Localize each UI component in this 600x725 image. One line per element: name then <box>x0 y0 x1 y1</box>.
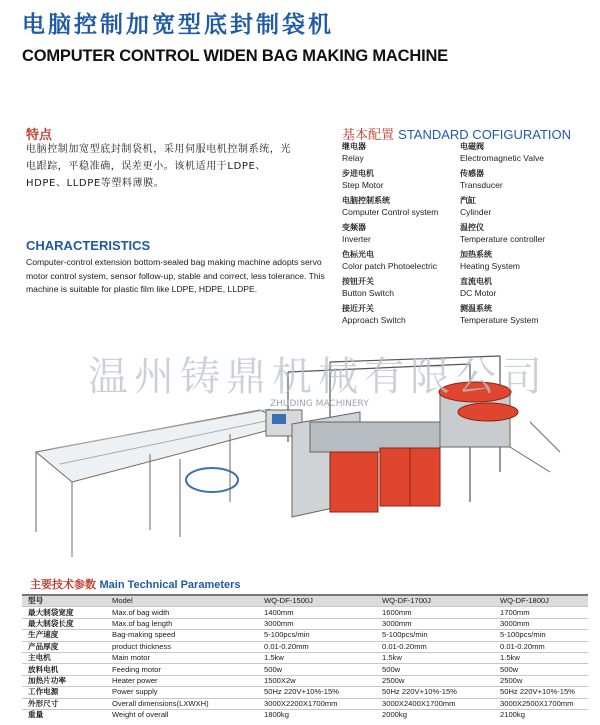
config-item-cn: 测温系统 <box>460 304 492 313</box>
table-cell: Max.of bag length <box>106 618 258 629</box>
table-row <box>22 641 588 652</box>
config-item-temp-controller <box>460 223 592 244</box>
page-title-cn: 电脑控制加宽型底封制袋机 <box>22 12 334 38</box>
config-item-relay <box>342 142 460 163</box>
table-cell: Max.of bag width <box>106 607 258 618</box>
features-text: 电脑控制加宽型底封制袋机，采用伺服电机控制系统，光电跟踪，平稳准确，误差更小。该机适用于LDPE、HDPE、LLDPE等塑料薄膜。 <box>26 144 291 189</box>
config-item-valve <box>460 142 592 163</box>
table-cell: 3000mm <box>258 618 376 629</box>
table-cell: 3000mm <box>376 618 494 629</box>
company-watermark: 温州铸鼎机械有限公司 <box>88 354 548 400</box>
config-item-cn: 汽缸 <box>460 196 476 205</box>
config-item-heating <box>460 250 592 271</box>
table-cell: 1400mm <box>258 607 376 618</box>
table-row <box>22 675 588 686</box>
conveyor-table <box>36 409 292 557</box>
table-cell: 2100kg <box>494 709 588 720</box>
table-cell: 1800kg <box>258 709 376 720</box>
table-cell: 放料电机 <box>22 664 106 675</box>
table-cell: 1.5kw <box>258 652 376 663</box>
table-row <box>22 652 588 663</box>
header-cell: WQ-DF-1500J <box>258 595 376 607</box>
table-cell: 2000kg <box>376 709 494 720</box>
table-cell: 外形尺寸 <box>22 698 106 709</box>
config-item-cn: 色标光电 <box>342 250 374 259</box>
config-item-cn: 加热系统 <box>460 250 492 259</box>
header-cell: Model <box>106 595 258 607</box>
config-item-cn: 接近开关 <box>342 304 374 313</box>
table-cell: 1700mm <box>494 607 588 618</box>
table-cell: 5-100pcs/min <box>376 630 494 641</box>
config-item-en: Computer Control system <box>342 206 439 217</box>
table-cell: 1.5kw <box>494 652 588 663</box>
table-cell: product thickness <box>106 641 258 652</box>
header-cell: WQ-DF-1800J <box>494 595 588 607</box>
table-cell: 3000X2400X1700mm <box>376 698 494 709</box>
config-item-approach-switch <box>342 304 460 325</box>
table-cell: 1500X2w <box>258 675 376 686</box>
page-title-en: COMPUTER CONTROL WIDEN BAG MAKING MACHINE <box>22 47 448 65</box>
config-item-en: Transducer <box>460 179 503 190</box>
table-row <box>22 698 588 709</box>
table-cell: 2500w <box>494 675 588 686</box>
table-cell: Power supply <box>106 687 258 698</box>
red-cabinet-left <box>330 452 378 512</box>
config-item-step-motor <box>342 169 460 190</box>
table-cell: 3000mm <box>494 618 588 629</box>
characteristics-text: Computer-control extension bottom-sealed bag making machine adopts servo motor control system, sensor follow-up, stable and correct, less tolerance. This machine is suitable for plastic film like LDPE, HDPE, LLDPE. <box>26 257 325 294</box>
config-item-temp-system <box>460 304 592 325</box>
table-cell: 重量 <box>22 709 106 720</box>
configuration-heading-en: STANDARD COFIGURATION <box>398 127 572 142</box>
table-cell: 0.01-0.20mm <box>494 641 588 652</box>
table-cell: 1600mm <box>376 607 494 618</box>
config-item-en: Color patch Photoelectric <box>342 260 437 271</box>
table-cell: 50Hz 220V+10%-15% <box>258 687 376 698</box>
config-item-cn: 继电器 <box>342 142 366 151</box>
table-cell: 1.5kw <box>376 652 494 663</box>
config-item-en: Step Motor <box>342 179 384 190</box>
characteristics-heading: CHARACTERISTICS <box>26 238 151 253</box>
table-cell: 0.01-0.20mm <box>258 641 376 652</box>
config-item-en: Temperature controller <box>460 233 546 244</box>
table-row <box>22 687 588 698</box>
config-item-cn: 变频器 <box>342 223 366 232</box>
table-cell: 3000X2500X1700mm <box>494 698 588 709</box>
config-item-photoelectric <box>342 250 460 271</box>
table-cell: 最大制袋长度 <box>22 618 106 629</box>
screen-icon <box>272 414 286 424</box>
config-item-cn: 电脑控制系统 <box>342 196 390 205</box>
config-item-cn: 步进电机 <box>342 169 374 178</box>
config-item-cn: 按钮开关 <box>342 277 374 286</box>
table-cell: 加热片功率 <box>22 675 106 686</box>
table-cell: Main motor <box>106 652 258 663</box>
config-item-inverter <box>342 223 460 244</box>
config-item-cn: 传感器 <box>460 169 484 178</box>
table-row <box>22 709 588 720</box>
config-item-en: Temperature System <box>460 314 539 325</box>
params-heading <box>30 576 241 592</box>
config-item-transducer <box>460 169 592 190</box>
table-cell: 3000X2200X1700mm <box>258 698 376 709</box>
table-header-row <box>22 595 588 607</box>
configuration-heading <box>342 124 571 143</box>
table-cell: 50Hz 220V+10%-15% <box>376 687 494 698</box>
params-heading-cn: 主要技术参数 <box>30 578 96 591</box>
config-item-dc-motor <box>460 277 592 298</box>
table-cell: 500w <box>376 664 494 675</box>
config-item-en: Approach Switch <box>342 314 406 325</box>
table-cell: 5-100pcs/min <box>494 630 588 641</box>
table-cell: Weight of overall <box>106 709 258 720</box>
table-cell: 主电机 <box>22 652 106 663</box>
machine-brand-label: ZHUDING MACHINERY <box>270 399 369 409</box>
table-cell: 50Hz 220V+10%-15% <box>494 687 588 698</box>
config-item-computer-control <box>342 196 460 217</box>
config-item-button-switch <box>342 277 460 298</box>
table-cell: 最大制袋宽度 <box>22 607 106 618</box>
config-item-en: Heating System <box>460 260 520 271</box>
params-table <box>22 594 588 720</box>
table-cell: 工作电源 <box>22 687 106 698</box>
table-cell: Feeding motor <box>106 664 258 675</box>
table-cell: Heater power <box>106 675 258 686</box>
table-cell: 0.01-0.20mm <box>376 641 494 652</box>
config-item-cn: 电磁阀 <box>460 142 484 151</box>
config-item-en: Button Switch <box>342 287 394 298</box>
config-item-cn: 直流电机 <box>460 277 492 286</box>
table-cell: Bag-making speed <box>106 630 258 641</box>
config-item-en: Relay <box>342 152 364 163</box>
header-cell: 型号 <box>22 595 106 607</box>
config-item-en: Electromagnetic Valve <box>460 152 544 163</box>
table-cell: Overall dimensions(LXWXH) <box>106 698 258 709</box>
config-item-en: DC Motor <box>460 287 497 298</box>
config-item-cylinder <box>460 196 592 217</box>
table-cell: 生产速度 <box>22 630 106 641</box>
table-cell: 2500w <box>376 675 494 686</box>
table-row <box>22 664 588 675</box>
config-item-en: Cylinder <box>460 206 492 217</box>
table-row <box>22 607 588 618</box>
features-heading: 特点 <box>26 128 53 143</box>
configuration-list <box>342 142 592 325</box>
config-item-cn: 温控仪 <box>460 223 484 232</box>
table-row <box>22 618 588 629</box>
table-cell: 500w <box>258 664 376 675</box>
config-item-en: Inverter <box>342 233 371 244</box>
table-cell: 500w <box>494 664 588 675</box>
header-cell: WQ-DF-1700J <box>376 595 494 607</box>
params-heading-en: Main Technical Parameters <box>99 579 241 591</box>
table-row <box>22 630 588 641</box>
configuration-heading-cn: 基本配置 <box>342 128 395 143</box>
table-cell: 产品厚度 <box>22 641 106 652</box>
table-cell: 5-100pcs/min <box>258 630 376 641</box>
